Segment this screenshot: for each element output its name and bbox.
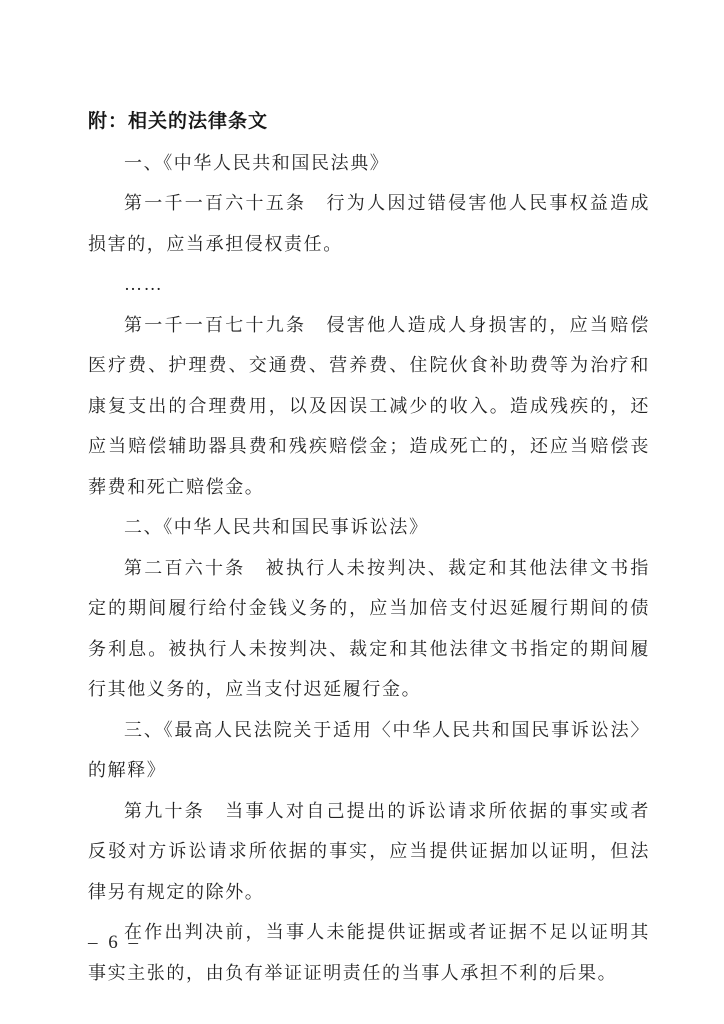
ellipsis-line: ……: [124, 274, 164, 294]
document-body: [88, 102, 650, 993]
law-title-civil-code: 一、《中华人民共和国民法典》: [124, 152, 390, 173]
law-title-spc-interpretation: 三、《最高人民法院关于适用〈中华人民共和国民事诉讼法〉的解释》: [88, 719, 650, 780]
attachment-heading: 附：相关的法律条文: [88, 111, 269, 132]
article-90-continuation: 在作出判决前，当事人未能提供证据或者证据不足以证明其事实主张的，由负有举证证明责任的当事人承担不利的后果。: [88, 922, 650, 983]
article-1165: 第一千一百六十五条 行为人因过错侵害他人民事权益造成损害的，应当承担侵权责任。: [88, 193, 650, 254]
article-90: 第九十条 当事人对自己提出的诉讼请求所依据的事实或者反驳对方诉讼请求所依据的事实，应当提供证据加以证明，但法律另有规定的除外。: [88, 800, 650, 902]
article-1179: 第一千一百七十九条 侵害他人造成人身损害的，应当赔偿医疗费、护理费、交通费、营养费、住院伙食补助费等为治疗和康复支出的合理费用，以及因误工减少的收入。造成残疾的，还应当赔偿辅助器具费和残疾赔偿金；造成死亡的，还应当赔偿丧葬费和死亡赔偿金。: [88, 314, 650, 497]
law-title-civil-procedure: 二、《中华人民共和国民事诉讼法》: [124, 517, 429, 537]
page-number: – 6 –: [88, 932, 141, 953]
article-260: 第二百六十条 被执行人未按判决、裁定和其他法律文书指定的期间履行给付金钱义务的，应当加倍支付迟延履行期间的债务利息。被执行人未按判决、裁定和其他法律文书指定的期间履行其他义务的，应当支付迟延履行金。: [88, 557, 650, 699]
